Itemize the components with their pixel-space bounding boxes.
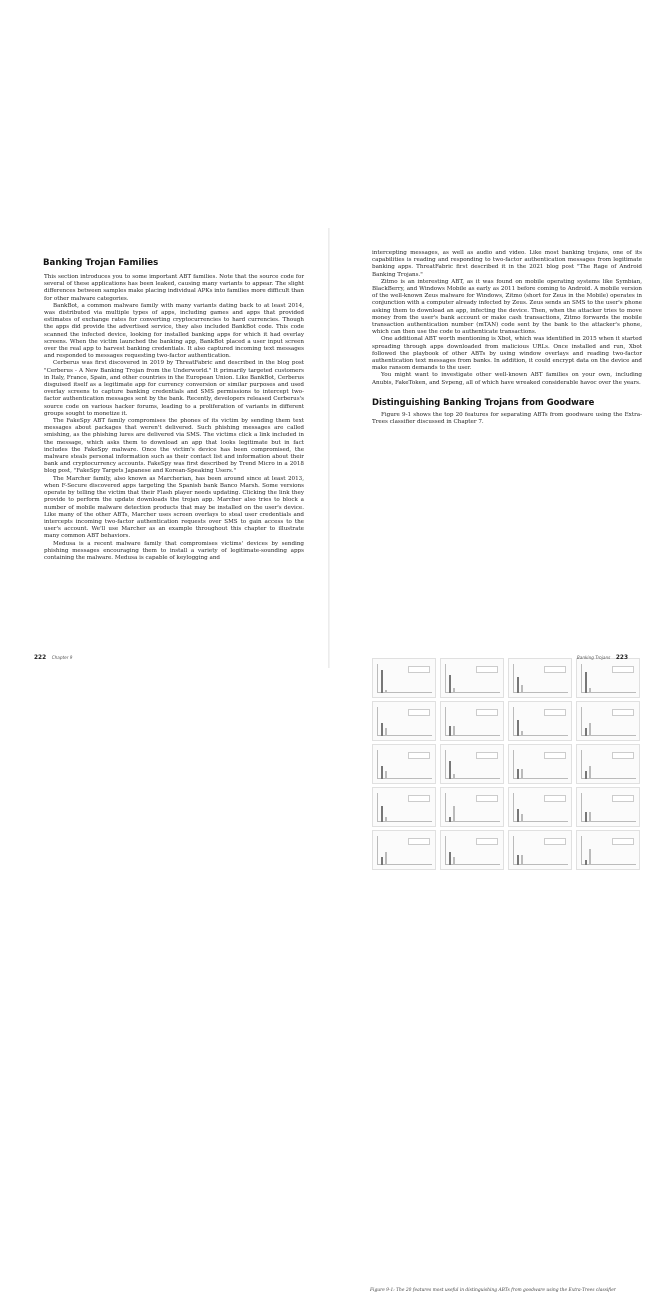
plot-legend bbox=[612, 709, 634, 716]
plot-bar-goodware bbox=[589, 766, 591, 779]
feature-plot bbox=[576, 744, 640, 784]
plot-bar-goodware bbox=[385, 728, 387, 736]
plot-legend bbox=[408, 752, 430, 759]
plot-legend bbox=[544, 752, 566, 759]
left-paragraph: The FakeSpy ABT family compromises the phones of its victim by sending them text messages about packages that weren't delivered. Such phishing messages are called smishing, as the phishing lures are delivered via SMS. The victims click a link included in the message, which asks them to download an app that looks legitimate but in fact includes the FakeSpy malware. Once the victim's device has been compromised, the malware steals personal information such as their contact list and information about their bank and cryptocurrency accounts. FakeSpy was first described by Trend Micro in a 2018 blog post, "FakeSpy Targets Japanese and Korean-Speaking Users." bbox=[44, 418, 304, 475]
left-page bbox=[34, 250, 304, 562]
feature-plot bbox=[508, 701, 572, 741]
plot-bar-goodware bbox=[589, 688, 591, 693]
plot-bar-goodware bbox=[589, 849, 591, 865]
plot-bar-goodware bbox=[385, 817, 387, 822]
left-footer bbox=[34, 655, 76, 661]
plot-bar-abt bbox=[449, 761, 451, 779]
plot-bar-goodware bbox=[589, 723, 591, 736]
feature-plot bbox=[576, 830, 640, 870]
figure-intro-paragraph: Figure 9-1 shows the top 20 features for separating ABTs from goodware using the Extra-Trees classifier discussed in Chapter 7. bbox=[372, 411, 642, 426]
plot-bar-abt bbox=[381, 857, 383, 865]
plot-legend bbox=[408, 838, 430, 845]
right-footer bbox=[540, 655, 628, 661]
plot-bar-abt bbox=[517, 677, 519, 693]
plot-legend bbox=[612, 752, 634, 759]
plot-bar-abt bbox=[449, 852, 451, 865]
plot-bar-goodware bbox=[521, 855, 523, 865]
plot-bar-goodware bbox=[453, 688, 455, 693]
right-running-head: Banking Trojans bbox=[576, 655, 611, 660]
plot-bar-goodware bbox=[521, 769, 523, 779]
plot-bar-goodware bbox=[521, 814, 523, 822]
feature-plot bbox=[440, 787, 504, 827]
right-paragraph: You might want to investigate other well-known ABT families on your own, including Anubis, FakeToken, and Svpeng, all of which have wreaked considerable havoc over the years. bbox=[372, 372, 642, 386]
left-running-head: Chapter 9 bbox=[51, 655, 73, 660]
book-gutter bbox=[328, 228, 330, 668]
plot-bar-abt bbox=[517, 720, 519, 736]
plot-bar-abt bbox=[381, 670, 383, 693]
feature-plot bbox=[508, 787, 572, 827]
feature-plot bbox=[508, 658, 572, 698]
plot-legend bbox=[544, 795, 566, 802]
figure-caption: Figure 9-1: The 20 features most useful in distinguishing ABTs from goodware using the Extra-Trees classifier bbox=[370, 1288, 616, 1293]
plot-bar-goodware bbox=[453, 806, 455, 822]
plot-bar-abt bbox=[381, 806, 383, 822]
plot-legend bbox=[612, 795, 634, 802]
section-heading-banking-trojan-families: Banking Trojan Families bbox=[43, 258, 159, 268]
plot-bar-abt bbox=[449, 726, 451, 736]
right-paragraph: Zitmo is an interesting ABT, as it was found on mobile operating systems like Symbian, BlackBerry, and Windows Mobile as early as 2011 before coming to Android. A mobile version of the well-known Zeus malware for Windows, Zitmo (short for Zeus in the Mobile) operates in conjunction with a computer already infected by Zeus. Zeus sends an SMS to the user's phone asking them to download an app, infecting the device. Then, when the attacker tries to move money from the user's bank account or make cash transactions, Zitmo forwards the mobile transaction authentication number (mTAN) code sent by the bank to the attacker's phone, which can then use the code to authenticate transactions. bbox=[372, 278, 642, 336]
plot-legend bbox=[476, 666, 498, 673]
plot-bar-abt bbox=[585, 771, 587, 779]
feature-plot bbox=[440, 701, 504, 741]
plot-bar-abt bbox=[449, 675, 451, 693]
feature-plot bbox=[576, 787, 640, 827]
section-heading-distinguishing: Distinguishing Banking Trojans from Goodware bbox=[372, 396, 595, 407]
feature-plot-grid bbox=[372, 658, 640, 870]
plot-legend bbox=[544, 838, 566, 845]
feature-plot bbox=[440, 744, 504, 784]
plot-bar-goodware bbox=[521, 685, 523, 693]
feature-plot bbox=[508, 830, 572, 870]
plot-legend bbox=[612, 838, 634, 845]
left-paragraph: The Marcher family, also known as Marcherian, has been around since at least 2013, when F-Secure discovered apps targeting the Spanish bank Banco Marsh. Some versions operate by telling the victim that their Flash player needs updating. Clicking the link they provide to perform the update downloads the trojan app. Marcher also tries to block a number of mobile malware detection products that may be installed on the user's device. Like many of the other ABTs, Marcher uses screen overlays to steal user credentials and intercepts incoming two-factor authentication requests over SMS to gain access to the user's account. We'll use Marcher as an example throughout this chapter to illustrate many common ABT behaviors. bbox=[44, 475, 304, 540]
plot-bar-goodware bbox=[385, 852, 387, 865]
plot-bar-abt bbox=[517, 809, 519, 822]
plot-bar-abt bbox=[517, 855, 519, 865]
plot-bar-abt bbox=[585, 812, 587, 822]
feature-plot bbox=[440, 658, 504, 698]
plot-bar-abt bbox=[449, 817, 451, 822]
plot-bar-goodware bbox=[453, 774, 455, 779]
plot-bar-goodware bbox=[589, 812, 591, 822]
plot-bar-goodware bbox=[385, 690, 387, 693]
right-paragraph: intercepting messages, as well as audio and video. Like most banking trojans, one of its capabilities is reading and responding to two-factor authentication messages from legitimate banking apps. ThreatFabric first described it in the 2021 blog post "The Rage of Android Banking Trojans." bbox=[372, 250, 642, 278]
plot-bar-goodware bbox=[453, 726, 455, 736]
feature-plot bbox=[372, 744, 436, 784]
plot-legend bbox=[476, 752, 498, 759]
left-paragraph: This section introduces you to some important ABT families. Note that the source code for several of these applications has been leaked, causing many variants to appear. The slight differences between samples make placing individual APKs into families more difficult than for other malware categories. bbox=[44, 274, 304, 302]
plot-legend bbox=[476, 795, 498, 802]
plot-bar-goodware bbox=[453, 857, 455, 865]
plot-legend bbox=[476, 838, 498, 845]
figure-9-1 bbox=[370, 658, 642, 1293]
feature-plot bbox=[440, 830, 504, 870]
plot-legend bbox=[476, 709, 498, 716]
plot-bar-abt bbox=[585, 728, 587, 736]
plot-legend bbox=[408, 795, 430, 802]
right-page-number: 223 bbox=[615, 655, 628, 661]
feature-plot bbox=[372, 787, 436, 827]
feature-plot bbox=[372, 830, 436, 870]
left-page-number: 222 bbox=[34, 655, 47, 661]
feature-plot bbox=[576, 701, 640, 741]
feature-plot bbox=[576, 658, 640, 698]
plot-bar-abt bbox=[585, 860, 587, 865]
feature-plot bbox=[372, 658, 436, 698]
plot-bar-goodware bbox=[521, 731, 523, 736]
left-paragraph: Cerberus was first discovered in 2019 by ThreatFabric and described in the blog post "Cerberus - A New Banking Trojan from the Underworld." It primarily targeted customers in Italy, France, Spain, and other countries in the European Union. Like BankBot, Cerberus disguised itself as a legitimate app for currency conversion or similar purposes and used overlay screens to capture banking credentials and SMS permissions to intercept two-factor authentication messages sent by the bank. Recently, developers released Cerberus's source code on various hacker forums, leading to a proliferation of variants in different groups sought to monetize it. bbox=[44, 360, 304, 417]
plot-legend bbox=[408, 709, 430, 716]
plot-bar-goodware bbox=[385, 771, 387, 779]
plot-bar-abt bbox=[381, 766, 383, 779]
plot-bar-abt bbox=[517, 769, 519, 779]
plot-bar-abt bbox=[585, 672, 587, 693]
feature-plot bbox=[372, 701, 436, 741]
plot-legend bbox=[544, 709, 566, 716]
left-paragraph: BankBot, a common malware family with many variants dating back to at least 2014, was distributed via multiple types of apps, including games and apps that provided estimates of exchange rates for converting cryptocurrencies to hard currencies. Though the apps did provide the advertised service, they also included BankBot code. This code scanned the infected device, looking for installed banking apps for which it had overlay screens. When the victim launched the banking app, BankBot placed a user input screen over the real app to harvest banking credentials. It also captured incoming text messages and responded to messages requesting two-factor authentication. bbox=[44, 302, 304, 360]
plot-legend bbox=[612, 666, 634, 673]
plot-bar-abt bbox=[381, 723, 383, 736]
right-paragraph: One additional ABT worth mentioning is Xbot, which was identified in 2015 when it started spreading through apps downloaded from malicious URLs. Once installed and run, Xbot followed the playbook of other ABTs by using window overlays and reading two-factor authentication text messages from banks. In addition, it could encrypt data on the device and make ransom demands to the user. bbox=[372, 336, 642, 372]
plot-legend bbox=[544, 666, 566, 673]
left-paragraph: Medusa is a recent malware family that compromises victims' devices by sending phishing messages encouraging them to install a variety of legitimate-sounding apps containing the malware. Medusa is capable of keylogging and bbox=[44, 540, 304, 561]
feature-plot bbox=[508, 744, 572, 784]
plot-legend bbox=[408, 666, 430, 673]
